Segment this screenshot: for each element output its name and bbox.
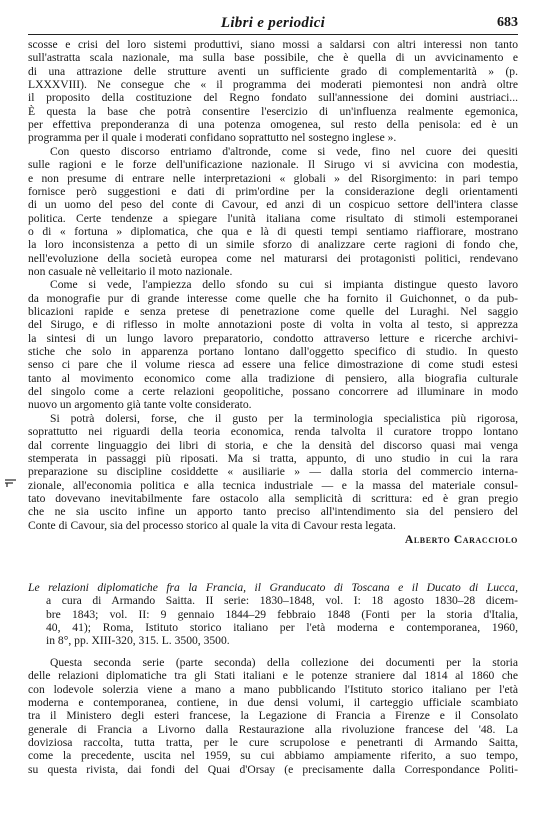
body-text-line: programma per il quale i moderati confidano soprattutto nel sostegno inglese ». — [28, 131, 397, 145]
body-text-line: Conte di Cavour, sia del processo storico al quale la vita di Cavour resta legata. — [28, 518, 396, 532]
body-text-line: su questa rivista, dai fondi del Quai d'Orsay (e precisamente dalla Correspondance Politi- — [28, 762, 518, 776]
body-text-line: LXXXVIII). Ne consegue che « il programma dei moderati piemontesi non andrà oltre — [28, 78, 518, 92]
body-text-line: di una attrazione delle strutture aventi un sufficiente grado di complementarità » (p. — [28, 64, 518, 78]
bibliographic-heading-line: Le relazioni diplomatiche fra la Francia, il Granducato di Toscana e il Ducato di Lucca, — [28, 581, 518, 594]
body-text-line: da monografie pur di grande interesse come quelle che ha fornito il Guichonnet, o da pub- — [28, 291, 518, 305]
body-text-line: nuovo un argomento già tante volte considerato. — [28, 398, 252, 412]
body-text-line: con lodevole solerzia viene a mano a mano pubblicando l'Istituto storico italiano per l'età — [28, 682, 518, 696]
body-text-line: Questa seconda serie (parte seconda) della collezione dei documenti per la storia — [50, 656, 518, 669]
body-text-line: dal corrente linguaggio dei libri di storia, e che la densità del discorso quasi mai venga — [28, 438, 518, 452]
body-text-line: la sintesi di un lungo lavoro preparatorio, condotto attraverso letture e ricerche archivi- — [28, 331, 518, 345]
body-text-line: e non presume di entrare nelle interpretazioni « globali » del Risorgimento: in pari tempo — [28, 171, 518, 185]
body-text-line: del singolo come a certe relazioni geopolitiche, possano concorrere ad illuminare in modo — [28, 385, 518, 399]
body-text-line: È questa la base che potrà consentire l'esercizio di un'influenza realmente egemonica, — [28, 104, 518, 118]
body-text-line: come la precedente, uscita nel 1959, su cui abbiamo ampiamente riferito, a suo tempo, — [28, 749, 518, 763]
body-text-line: fornisce però suggestioni e dati di prim'ordine per la considerazione degli orientamenti — [28, 184, 518, 198]
body-text-line: sull'astratta scala nazionale, ma sulla base possibile, che è quella di un avvicinamento e — [28, 51, 518, 65]
body-text-line: delle relazioni diplomatiche tra gli Stati italiani e le potenze straniere dal 1814 al 1860 che — [28, 669, 518, 683]
body-text-line: che ne sia uscito infine un apporto tanto preciso all'intendimento sia del pensiero del — [28, 505, 518, 519]
body-text-line: del Sirugo, e di riflesso in molte annotazioni poste di volta in volta al testo, si apprezza — [28, 318, 518, 332]
body-text-line: la loro inconsistenza a petto di un simile sforzo di analizzare certe ragioni di fondo che, — [28, 238, 518, 252]
body-text-line: non casuale nè velleitario il moto nazionale. — [28, 264, 233, 278]
body-text-line: tato dovevano inevitabilmente fare ostacolo alla semplicità di scrittura: ed è gran pregio — [28, 491, 518, 505]
body-text-line: zionale, all'economia politica e alla tecnica industriale — e la massa del materiale consul- — [28, 478, 518, 492]
body-text-line: stiche che solo in apparenza portano lontano dall'oggetto specifico di studio. In questo — [28, 345, 518, 359]
body-text-line: stemperata in passaggi più riposati. Ma si tratta, appunto, di uno studio in cui la rara — [28, 451, 518, 465]
body-text-line: sulle ragioni e le forze dell'unificazione nazionale. Il Sirugo vi si avvicina con modestia, — [28, 158, 518, 172]
body-text-line: Si potrà dolersi, forse, che il gusto per la terminologia specialistica più rigorosa, — [50, 411, 518, 425]
body-text-line: blicazioni rapide e senza pretese di penetrazione come quelle del Luraghi. Nel saggio — [28, 305, 518, 318]
bibliographic-heading-line: bre 1843; vol. II: 9 gennaio 1844–29 febbraio 1848 (Fonti per la storia d'Italia, — [46, 607, 518, 621]
body-text-line: per effettiva preponderanza di una potenza omogenea, sul resto della penisola: ed è un — [28, 118, 518, 132]
bibliographic-heading-line: a cura di Armando Saitta. II serie: 1830–1848, vol. I: 18 agosto 1830–28 dicem- — [46, 594, 518, 608]
body-text-line: o di « fortuna » diplomatica, che qua e là di questi tempi sentiamo riaffiorare, mostrano — [28, 224, 518, 238]
running-head — [28, 14, 518, 35]
body-text-line: doviziosa raccolta, tutta tratta, per le cure scrupolose e penetranti di Armando Saitta, — [28, 736, 518, 750]
body-text-line: moderna e contemporanea, contiene, in due densi volumi, il carteggio ufficiale scambiato — [28, 696, 518, 710]
body-text-line: tanto al movimento economico come alla tradizione di pensiero, alla biografia culturale — [28, 371, 518, 385]
body-text-line: politica. Certe tendenze a spiegare l'unità italiana come risultato di stimoli estemporanei — [28, 211, 518, 225]
author-signature: Alberto Caracciolo — [404, 532, 518, 546]
body-text-line: generale di Francia a Livorno dalla Restaurazione alla rivoluzione francese del '48. La — [28, 722, 518, 736]
running-head-title: Libri e periodici — [220, 15, 326, 31]
margin-annotation-mark — [4, 478, 18, 488]
body-text-line: preparazione su discipline cosiddette « ausiliarie » — dalla storia del commercio interna- — [28, 465, 518, 479]
body-text-line: soprattutto nei riguardi della teoria economica, renda talvolta il curatore troppo lontano — [28, 425, 518, 439]
page-number: 683 — [497, 15, 518, 30]
body-text-line: Con questo discorso entriamo d'altronde, come si vede, fino nel cuore dei quesiti — [50, 144, 518, 158]
bibliographic-heading-line: in 8°, pp. XIII-320, 315. L. 3500, 3500. — [46, 634, 230, 648]
bibliographic-heading-line: 40, 41); Roma, Istituto storico italiano per l'età moderna e contemporanea, 1960, — [46, 621, 518, 635]
body-text-line: di un uomo del peso del conte di Cavour, ed anzi di un cospicuo settore dell'intera classe — [28, 198, 518, 212]
body-text-line: scosse e crisi del loro sistemi produttivi, siano mossi a saldarsi con altri interessi non tanto — [28, 38, 518, 51]
body-text-line: nell'evoluzione della società europea come nel maturarsi dei protagonisti politici, rendevano — [28, 251, 518, 265]
body-text-line: tra il Ministero degli esteri francese, la Legazione di Francia a Firenze e il Consolato — [28, 709, 518, 723]
body-text-line: senso ci pare che il volume riesca ad essere una felice dimostrazione di come studi estesi — [28, 358, 518, 372]
body-text-line: Come si vede, l'ampiezza dello sfondo su cui si impianta distingue questo lavoro — [50, 278, 518, 292]
body-text-line: il proposito della costituzione del Regno fondato sull'annessione dei domini austriaci... — [28, 91, 518, 105]
